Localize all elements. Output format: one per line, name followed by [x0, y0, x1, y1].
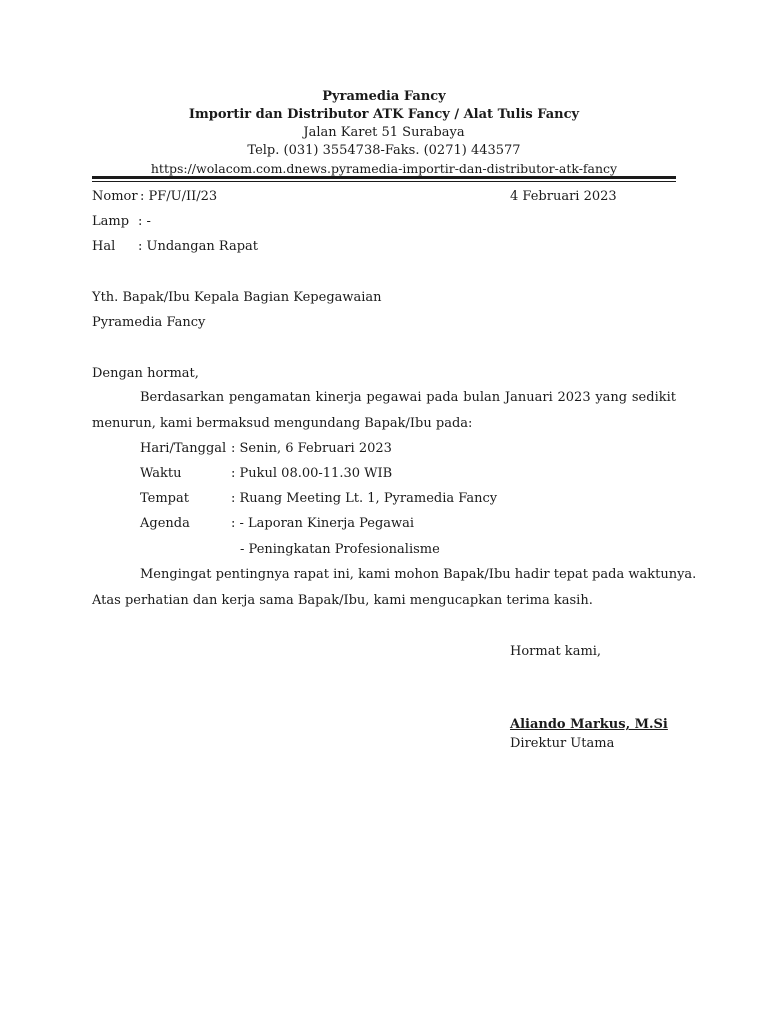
greeting: Dengan hormat,: [92, 366, 199, 381]
company-url: https://wolacom.com.dnews.pyramedia-importir-dan-distributor-atk-fancy: [150, 161, 618, 176]
intro-line-2: menurun, kami bermaksud mengundang Bapak/Ibu pada:: [92, 416, 473, 431]
intro-line-1: Berdasarkan pengamatan kinerja pegawai pada bulan Januari 2023 yang sedikit: [140, 390, 676, 405]
recipient-line-2: Pyramedia Fancy: [92, 315, 206, 330]
recipient-line-1: Yth. Bapak/Ibu Kepala Bagian Kepegawaian: [92, 290, 382, 305]
closing-line-1: Mengingat pentingnya rapat ini, kami mohon Bapak/Ibu hadir tepat pada waktunya.: [140, 567, 697, 582]
detail-label: Agenda: [140, 516, 190, 531]
company-phone: Telp. (031) 3554738-Faks. (0271) 443577: [247, 143, 521, 158]
detail-value: : - Laporan Kinerja Pegawai: [231, 516, 415, 531]
detail-value: : Senin, 6 Februari 2023: [231, 441, 392, 456]
hal-value: : Undangan Rapat: [138, 239, 258, 254]
signatory-title: Direktur Utama: [510, 736, 615, 751]
nomor-value: : PF/U/II/23: [140, 189, 218, 204]
detail-value: : Ruang Meeting Lt. 1, Pyramedia Fancy: [231, 491, 498, 506]
signatory-name: Aliando Markus, M.Si: [510, 717, 668, 732]
detail-label: Waktu: [140, 466, 182, 481]
letterhead-divider-thick: [92, 176, 676, 179]
letterhead-divider-thin: [92, 181, 676, 182]
signature-salutation: Hormat kami,: [510, 644, 602, 659]
hal-label: Hal: [92, 239, 116, 254]
company-address: Jalan Karet 51 Surabaya: [303, 125, 465, 140]
agenda-item-2: - Peningkatan Profesionalisme: [240, 542, 440, 557]
letter-date: 4 Februari 2023: [510, 189, 617, 204]
lamp-label: Lamp: [92, 214, 130, 229]
company-name: Pyramedia Fancy: [322, 89, 446, 104]
detail-label: Hari/Tanggal: [140, 441, 227, 456]
detail-value: : Pukul 08.00-11.30 WIB: [231, 466, 393, 481]
detail-label: Tempat: [140, 491, 189, 506]
closing-line-2: Atas perhatian dan kerja sama Bapak/Ibu, kami mengucapkan terima kasih.: [92, 593, 593, 608]
company-tagline: Importir dan Distributor ATK Fancy / Alat Tulis Fancy: [188, 107, 580, 122]
lamp-value: : -: [138, 214, 151, 229]
letterhead: [92, 88, 676, 178]
nomor-label: Nomor: [92, 189, 138, 204]
